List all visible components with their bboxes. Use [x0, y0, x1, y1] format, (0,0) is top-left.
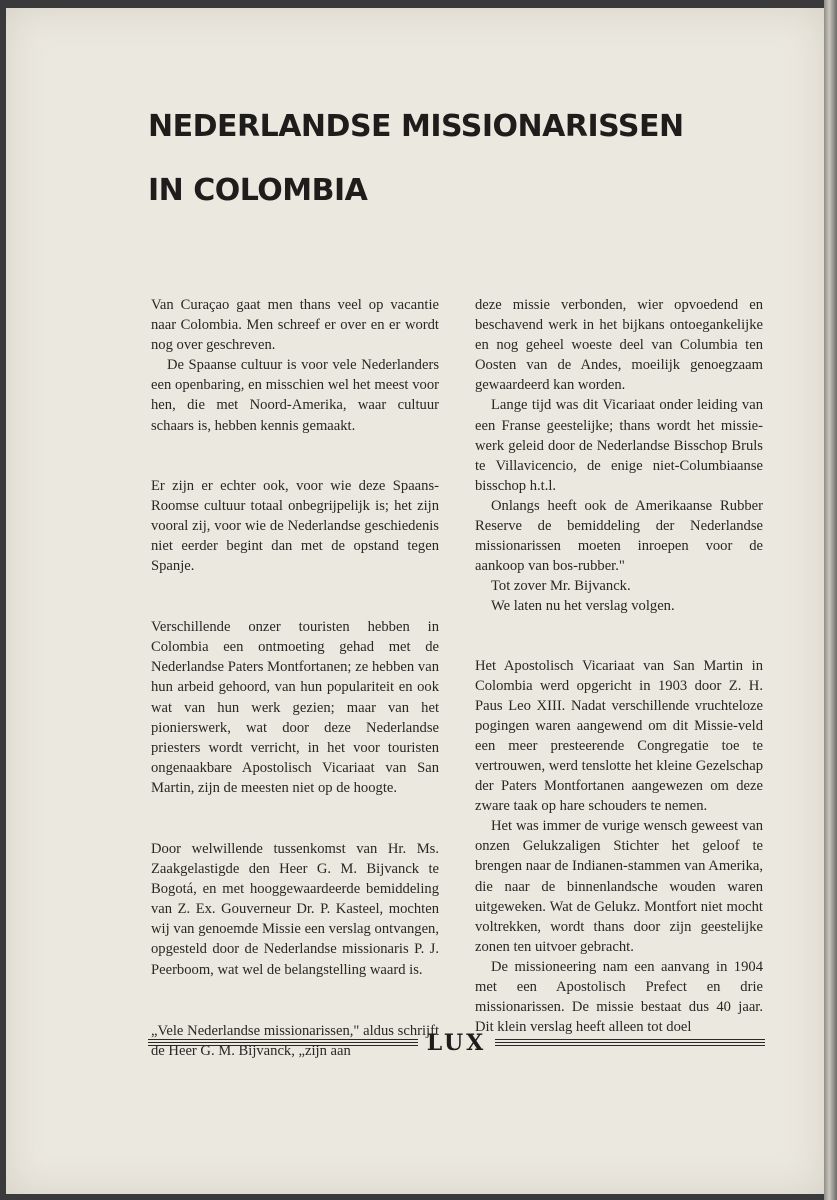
title-line-1: NEDERLANDSE MISSIONARISSEN	[148, 109, 684, 144]
paragraph: deze missie verbonden, wier opvoedend en beschavend werk in het bijkans ontoegankelijke en nog geheel woeste deel van Columbia ten Oosten van de Andes, moeilijk genoegzaam gewaardeerd kan worden.	[475, 297, 763, 394]
paragraph: Het was immer de vurige wensch geweest van onzen Gelukzaligen Stichter het geloof te brengen naar de Indianen-stammen van Amerika, die naar de binnenlandsche wouden waren uitgeweken. Wat de Gelukz. Montfort niet mocht voltrekken, wordt thans door zijn geestelijke zonen ten uitvoer gebracht.	[475, 818, 763, 955]
paragraph: Verschillende onzer touristen hebben in Colombia een ontmoeting gehad met de Nederlandse Paters Montfortanen; ze hebben van hun arbeid gehoord, van hun populariteit en ook wat van hun werk gezien; maar van het pionierswerk, wat door deze Nederlandse priesters wordt verricht, in het voor touristen ongenaakbare Apostolisch Vicariaat van San Martin, zijn de meesten niet op de hoogte.	[151, 619, 439, 796]
magazine-name: LUX	[426, 1030, 487, 1056]
paragraph: Tot zover Mr. Bijvanck.	[491, 578, 631, 595]
paragraph: Onlangs heeft ook de Amerikaanse Rubber Reserve de bemiddeling der Nederlandse missionarissen moeten inroepen voor de aankoop van bos-rubber."	[475, 497, 763, 575]
paragraph: De missioneering nam een aanvang in 1904 met een Apostolisch Prefect en drie missionarissen. De missie bestaat dus 40 jaar. Dit klein verslag heeft alleen tot doel	[475, 958, 763, 1036]
paragraph: Het Apostolisch Vicariaat van San Martin in Colombia werd opgericht in 1903 door Z. H. Paus Leo XIII. Nadat verschillende vruchteloze pogingen waren aangewend om dit Missie-veld een meer presteerende Congregatie toe te vertrouwen, werd tenslotte het kleine Gezelschap der Paters Montfortanen aangewezen om deze zware taak op hare schouders te nemen.	[475, 657, 763, 815]
footer-rule-right	[495, 1039, 765, 1046]
paragraph: Door welwillende tussenkomst van Hr. Ms. Zaakgelastigde den Heer G. M. Bijvanck te Bogotá, en met hooggewaardeerde bemiddeling van Z. Ex. Gouverneur Dr. P. Kasteel, mochten wij van genoemde Missie een verslag ontvangen, opgesteld door de Nederlandse missionaris P. J. Peerboom, wat wel de belangstelling waard is.	[151, 840, 439, 978]
right-column	[475, 295, 763, 1037]
paragraph: Lange tijd was dit Vicariaat onder leiding van een Franse geestelijke; thans wordt het missie-werk geleid door de Nederlandse Bisschop Bruls te Villavicencio, de enige niet-Columbiaanse bisschop h.t.l.	[475, 397, 763, 494]
paragraph: Er zijn er echter ook, voor wie deze Spaans-Roomse cultuur totaal onbegrijpelijk is; het zijn vooral zij, voor wie de Nederlandse geschiedenis niet eerder begint dan met de opstand tegen Spanje.	[151, 477, 439, 575]
paragraph: „Vele Nederlandse missionarissen," aldus schrijft de Heer G. M. Bijvanck, „zijn aan	[151, 1022, 439, 1059]
paragraph: We laten nu het verslag volgen.	[491, 598, 675, 615]
title-line-2: IN COLOMBIA	[148, 173, 368, 208]
paragraph: De Spaanse cultuur is voor vele Nederlanders een openbaring, en misschien wel het meest voor hen, die met Noord-Amerika, waar cultuur schaars is, hebben kennis gemaakt.	[151, 357, 439, 434]
footer	[148, 1030, 765, 1056]
paragraph: Van Curaçao gaat men thans veel op vacantie naar Colombia. Men schreef er over en er wordt nog over geschreven.	[151, 297, 439, 354]
footer-rule-left	[148, 1039, 418, 1046]
book-spine	[824, 0, 837, 1200]
left-column	[151, 295, 439, 1061]
